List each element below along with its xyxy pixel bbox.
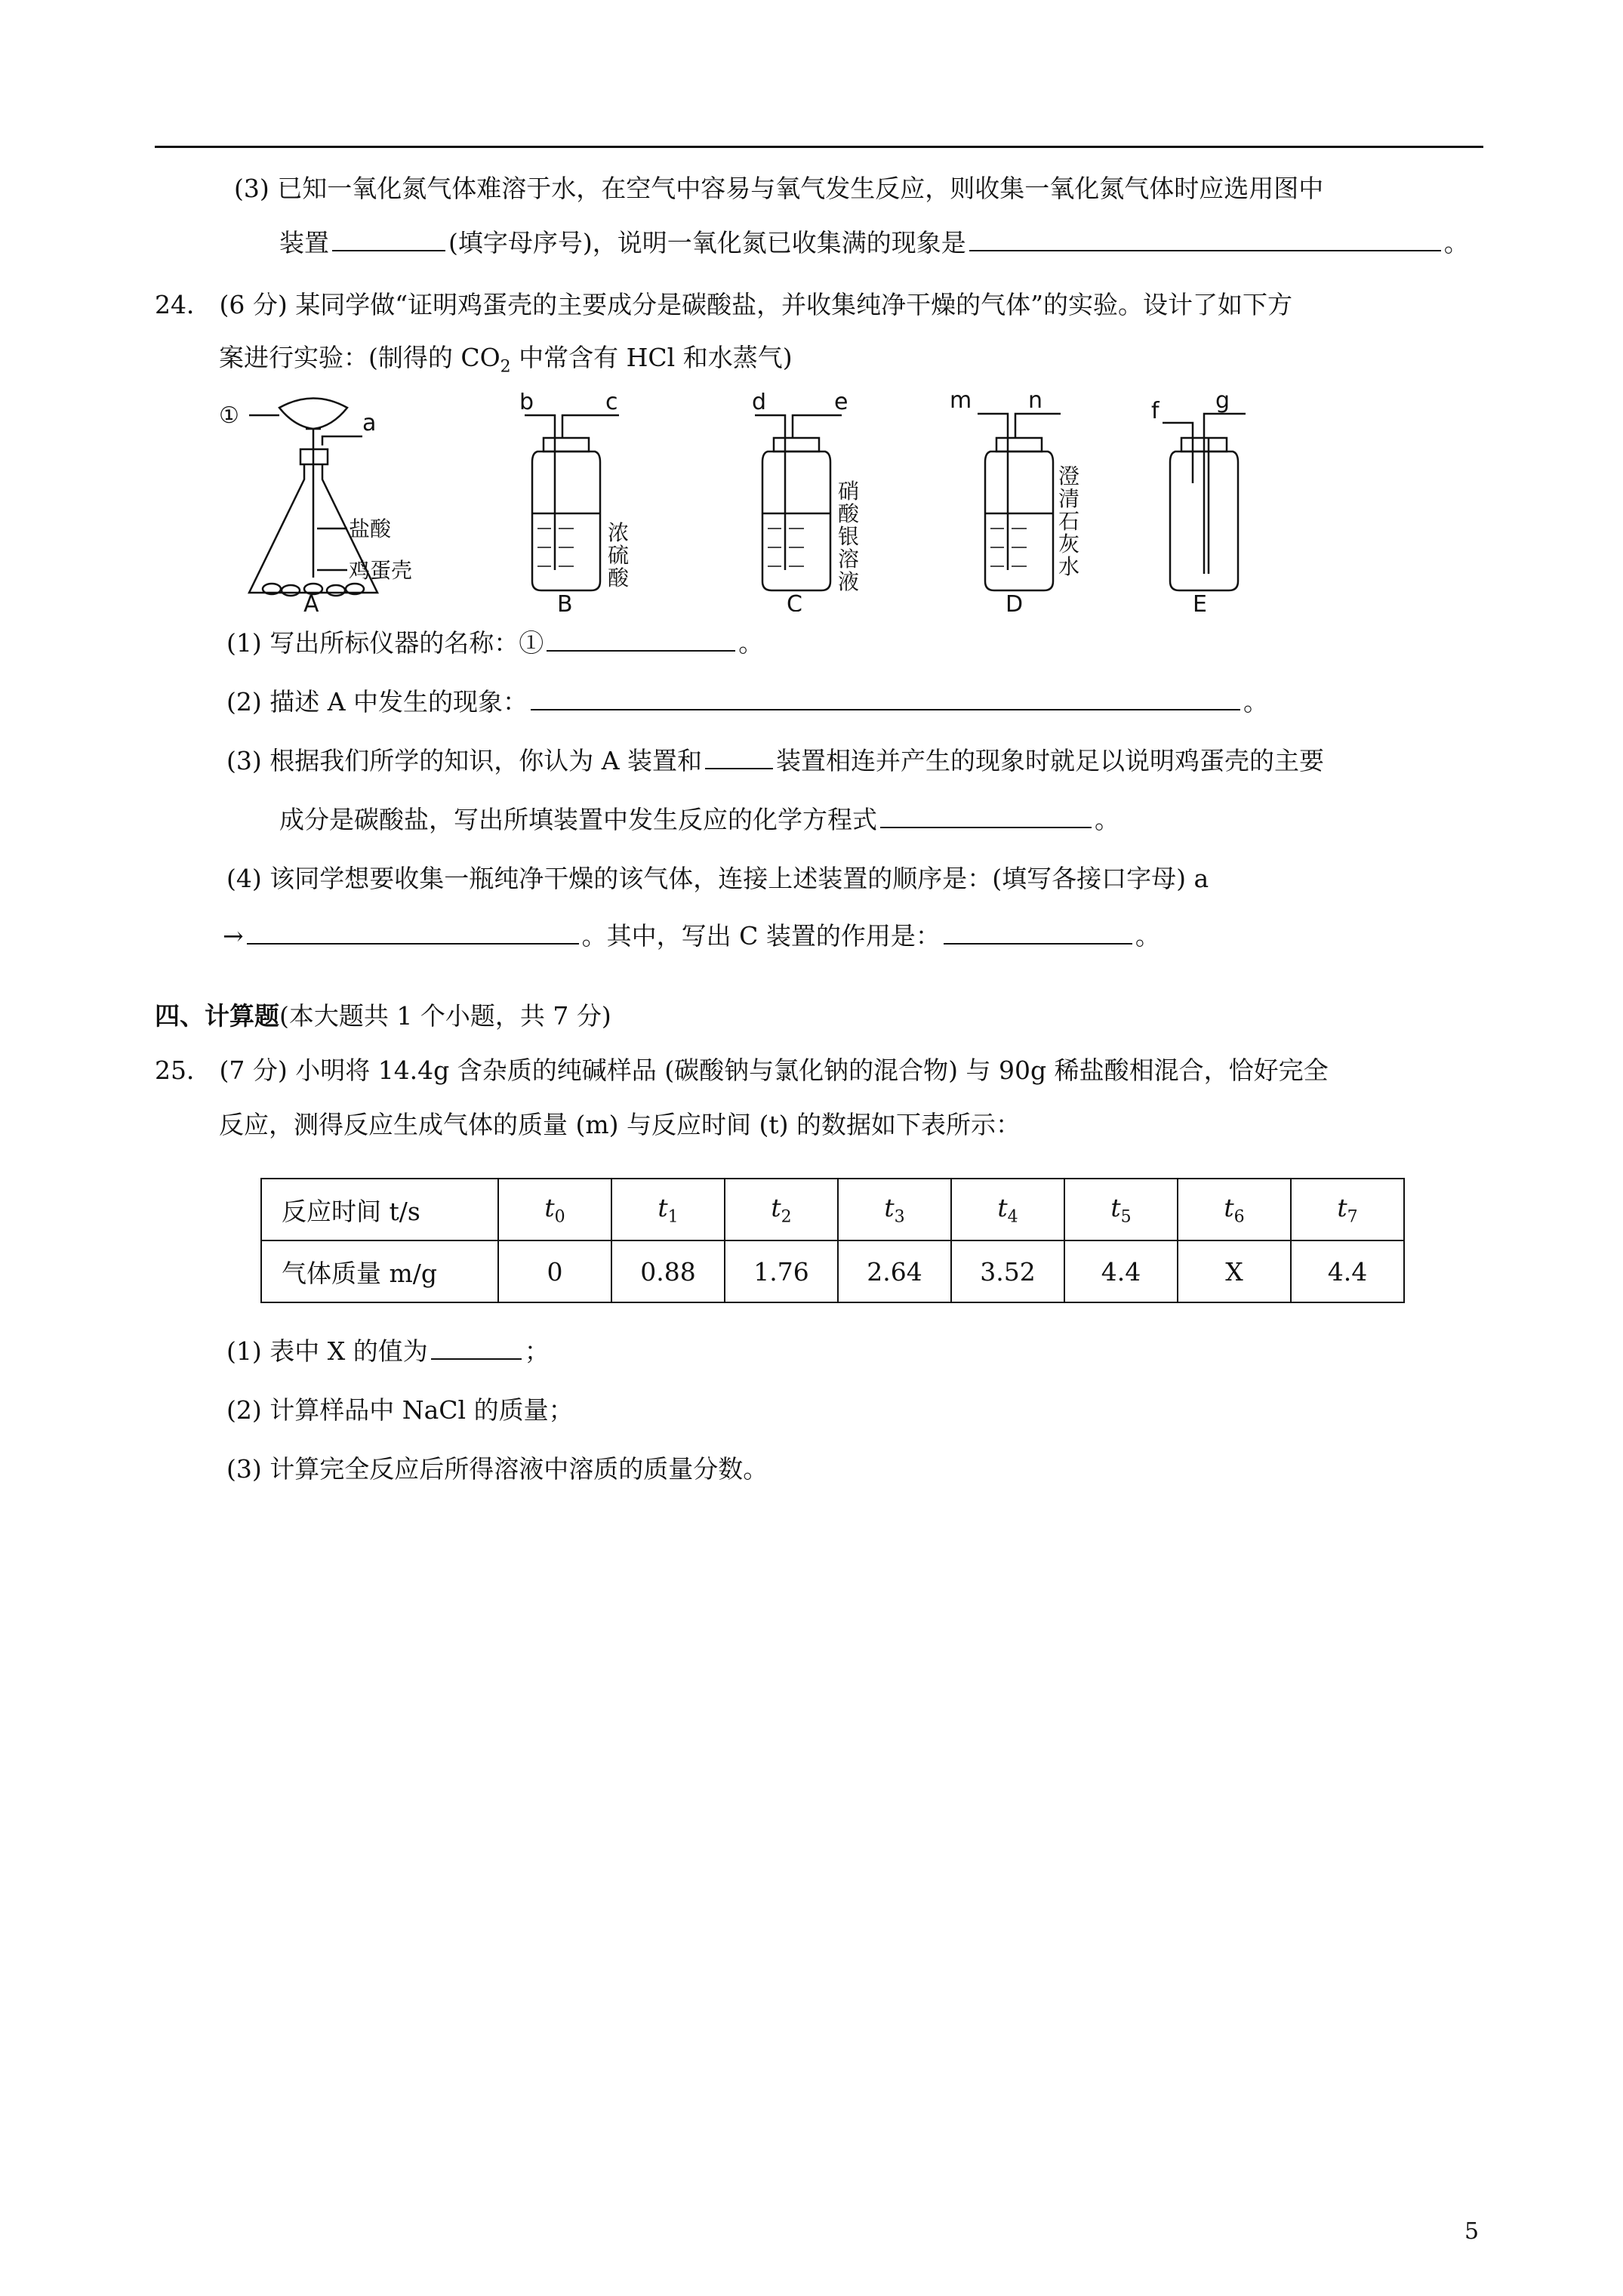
label-C: C [787, 591, 802, 612]
reaction-data-table [260, 1178, 1405, 1303]
page-number: 5 [1464, 2218, 1480, 2245]
bottle-d [978, 414, 1061, 590]
apparatus-figure [219, 393, 1291, 612]
port-n: n [1028, 393, 1043, 414]
port-d: d [752, 393, 767, 415]
table-cell-m2: 1.76 [725, 1240, 838, 1302]
q23-3-line1: (3) 已知一氧化氮气体难溶于水，在空气中容易与氧气发生反应，则收集一氧化氮气体时应选用图中 [234, 174, 1324, 203]
table-header-mass: 气体质量 m/g [261, 1240, 498, 1302]
q25-sub2: (2) 计算样品中 NaCl 的质量； [226, 1395, 574, 1425]
reagent-c-3: 银 [838, 524, 860, 549]
reagent-d-2: 清 [1058, 486, 1080, 511]
answer-blank-device-letter[interactable] [705, 745, 773, 769]
reagent-d-4: 灰 [1058, 532, 1080, 556]
answer-blank-instrument[interactable] [547, 627, 735, 652]
table-cell-m5: 4.4 [1064, 1240, 1178, 1302]
table-cell-t4: $t_4$ [951, 1179, 1064, 1240]
reagent-b-2: 硫 [608, 543, 630, 568]
reagent-c-2: 酸 [838, 501, 860, 526]
answer-blank-device[interactable] [332, 227, 445, 251]
table-cell-m0: 0 [498, 1240, 611, 1302]
q24-sub4-line2: → 。其中，写出 C 装置的作用是： 。 [223, 921, 1160, 951]
q25-sub3: (3) 计算完全反应后所得溶液中溶质的质量分数。 [226, 1454, 768, 1484]
answer-blank-c-purpose[interactable] [944, 920, 1132, 945]
label-hydrochloric-acid: 盐酸 [349, 516, 392, 541]
mark-circle-1: ① [219, 402, 239, 429]
port-g: g [1215, 393, 1230, 414]
table-cell-t7: $t_7$ [1291, 1179, 1404, 1240]
funnel-bowl [279, 399, 347, 430]
section-4-note: (本大题共 1 个小题，共 7 分) [279, 1001, 611, 1031]
q24-line2: 案进行实验：(制得的 $CO_2$ 中常含有 HCl 和水蒸气) [219, 343, 793, 377]
port-f: f [1151, 398, 1160, 424]
table-cell-t6: $t_6$ [1178, 1179, 1291, 1240]
q25-line1: 25． (7 分) 小明将 14.4g 含杂质的纯碱样品 (碳酸钠与氯化钠的混合物) 与 90g 稀盐酸相混合，恰好完全 [155, 1056, 1329, 1085]
reagent-b-1: 浓 [608, 520, 630, 545]
table-cell-m3: 2.64 [838, 1240, 951, 1302]
q24-sub4-line1: (4) 该同学想要收集一瓶纯净干燥的该气体，连接上述装置的顺序是：(填写各接口字母) a [226, 864, 1209, 893]
reagent-c-1: 硝 [838, 479, 860, 504]
label-D: D [1006, 591, 1024, 612]
header-rule [155, 146, 1483, 148]
reagent-c-5: 液 [838, 569, 860, 594]
table-row-time [261, 1179, 1404, 1240]
label-eggshell: 鸡蛋壳 [349, 558, 413, 583]
answer-blank-phenomenon-a[interactable] [531, 686, 1240, 710]
q24-line1: 24． (6 分) 某同学做“证明鸡蛋壳的主要成分是碳酸盐，并收集纯净干燥的气体”的实验。设计了如下方 [155, 290, 1292, 319]
port-c: c [605, 393, 618, 415]
answer-blank-phenomenon[interactable] [969, 227, 1441, 251]
section-4-heading [155, 1000, 611, 1033]
table-cell-t1: $t_1$ [611, 1179, 725, 1240]
q23-3-line2: 装置 (填字母序号)，说明一氧化氮已收集满的现象是 。 [279, 228, 1469, 257]
section-4-title: 四、计算题 [155, 1001, 279, 1031]
table-cell-m6: X [1178, 1240, 1291, 1302]
reagent-d-5: 水 [1058, 554, 1080, 579]
table-cell-t0: $t_0$ [498, 1179, 611, 1240]
label-A: A [303, 591, 319, 612]
table-header-time: 反应时间 t/s [261, 1179, 498, 1240]
answer-blank-x-value[interactable] [431, 1336, 522, 1360]
outlet-tube-a [322, 436, 362, 445]
table-cell-t2: $t_2$ [725, 1179, 838, 1240]
table-cell-m7: 4.4 [1291, 1240, 1404, 1302]
q24-sub2: (2) 描述 A 中发生的现象： 。 [226, 687, 1269, 717]
table-cell-m1: 0.88 [611, 1240, 725, 1302]
answer-blank-equation[interactable] [880, 804, 1092, 828]
table-cell-t5: $t_5$ [1064, 1179, 1178, 1240]
reagent-c-4: 溶 [838, 547, 860, 572]
q24-sub3-line1: (3) 根据我们所学的知识，你认为 A 装置和 装置相连并产生的现象时就足以说明鸡蛋壳的主要 [226, 746, 1325, 775]
label-B: B [557, 591, 573, 612]
port-m: m [950, 393, 972, 414]
table-row-mass [261, 1240, 1404, 1302]
reagent-d-1: 澄 [1058, 464, 1080, 488]
q24-sub1: (1) 写出所标仪器的名称：① 。 [226, 628, 764, 658]
label-E: E [1193, 591, 1207, 612]
answer-blank-connection-order[interactable] [247, 920, 579, 945]
bottle-e [1163, 414, 1246, 590]
port-b: b [519, 393, 534, 415]
q24-sub3-line2: 成分是碳酸盐，写出所填装置中发生反应的化学方程式 。 [279, 805, 1119, 834]
q25-line2: 反应，测得反应生成气体的质量 (m) 与反应时间 (t) 的数据如下表所示： [219, 1110, 1021, 1139]
reagent-b-3: 酸 [608, 566, 630, 590]
bottle-b [525, 415, 619, 590]
bottle-c [755, 415, 842, 590]
q25-sub1: (1) 表中 X 的值为 ； [226, 1336, 550, 1366]
table-cell-t3: $t_3$ [838, 1179, 951, 1240]
port-a: a [362, 410, 377, 436]
table-cell-m4: 3.52 [951, 1240, 1064, 1302]
reagent-d-3: 石 [1058, 509, 1080, 534]
port-e: e [834, 393, 848, 415]
